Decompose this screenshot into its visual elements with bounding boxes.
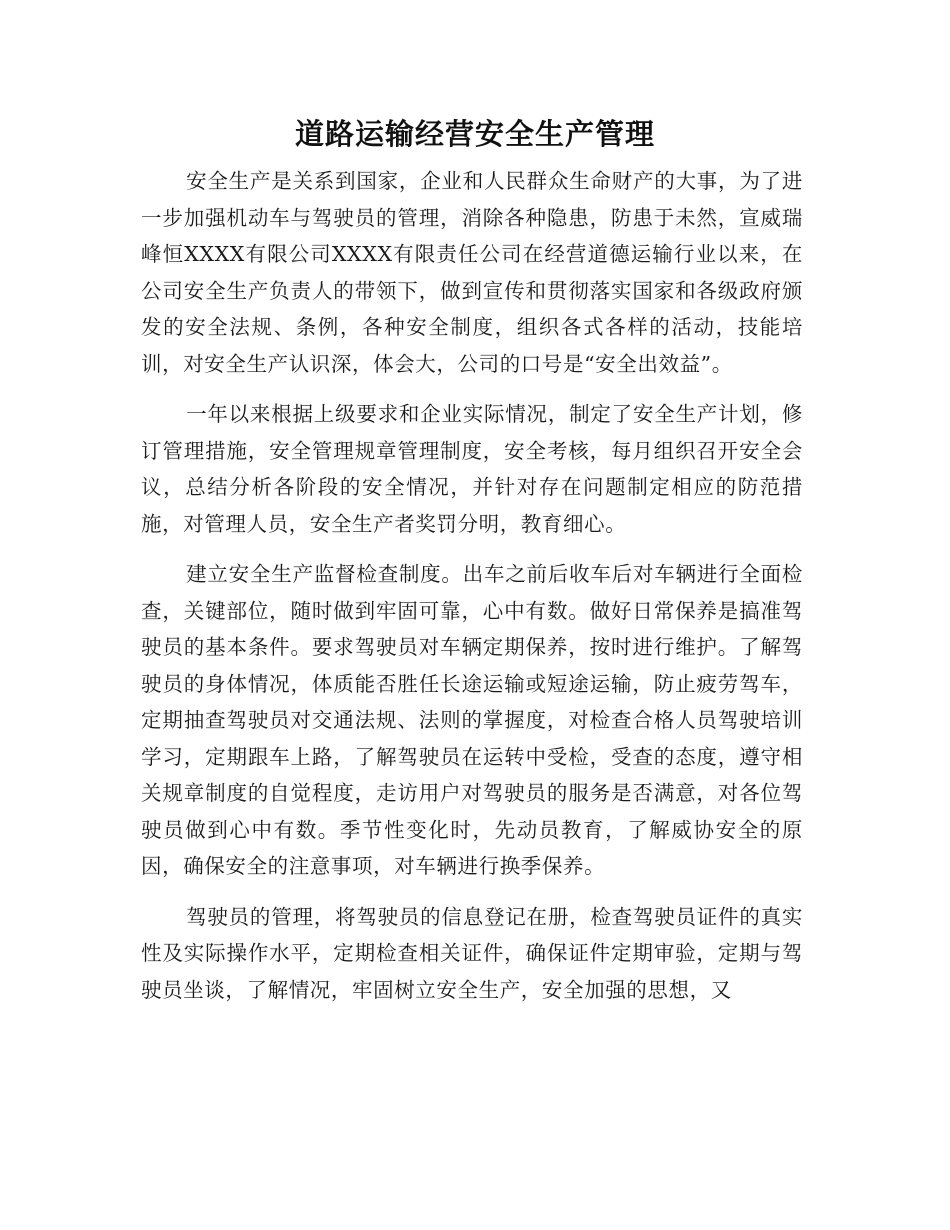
paragraph-2: 一年以来根据上级要求和企业实际情况，制定了安全生产计划，修订管理措施，安全管理规章管理制度，安全考核，每月组织召开安全会议，总结分析各阶段的安全情况，并针对存在问题制定相应的防范措施，对管理人员，安全生产者奖罚分明，教育细心。 bbox=[141, 402, 803, 536]
paragraph-1: 安全生产是关系到国家，企业和人民群众生命财产的大事，为了进一步加强机动车与驾驶员的管理，消除各种隐患，防患于未然，宣威瑞峰恒XXXX有限公司XXXX有限责任公司在经营道德运输行业以来，在公司安全生产负责人的带领下，做到宣传和贯彻落实国家和各级政府颁发的安全法规、条例，各种安全制度，组织各式各样的活动，技能培训，对安全生产认识深，体会大，公司的口号是“安全出效益”。 bbox=[141, 169, 803, 376]
document-body bbox=[141, 163, 803, 1022]
paragraph-4: 驾驶员的管理，将驾驶员的信息登记在册，检查驾驶员证件的真实性及实际操作水平，定期检查相关证件，确保证件定期审验，定期与驾驶员坐谈，了解情况，牢固树立安全生产，安全加强的思想，又 bbox=[141, 904, 803, 1002]
paragraph-3: 建立安全生产监督检查制度。出车之前后收车后对车辆进行全面检查，关键部位，随时做到牢固可靠，心中有数。做好日常保养是搞准驾驶员的基本条件。要求驾驶员对车辆定期保养，按时进行维护。了解驾驶员的身体情况，体质能否胜任长途运输或短途运输，防止疲劳驾车，定期抽查驾驶员对交通法规、法则的掌握度，对检查合格人员驾驶培训学习，定期跟车上路，了解驾驶员在运转中受检，受查的态度，遵守相关规章制度的自觉程度，走访用户对驾驶员的服务是否满意，对各位驾驶员做到心中有数。季节性变化时，先动员教育，了解威协安全的原因，确保安全的注意事项，对车辆进行换季保养。 bbox=[141, 562, 803, 878]
document-title: 道路运输经营安全生产管理 bbox=[294, 117, 655, 151]
